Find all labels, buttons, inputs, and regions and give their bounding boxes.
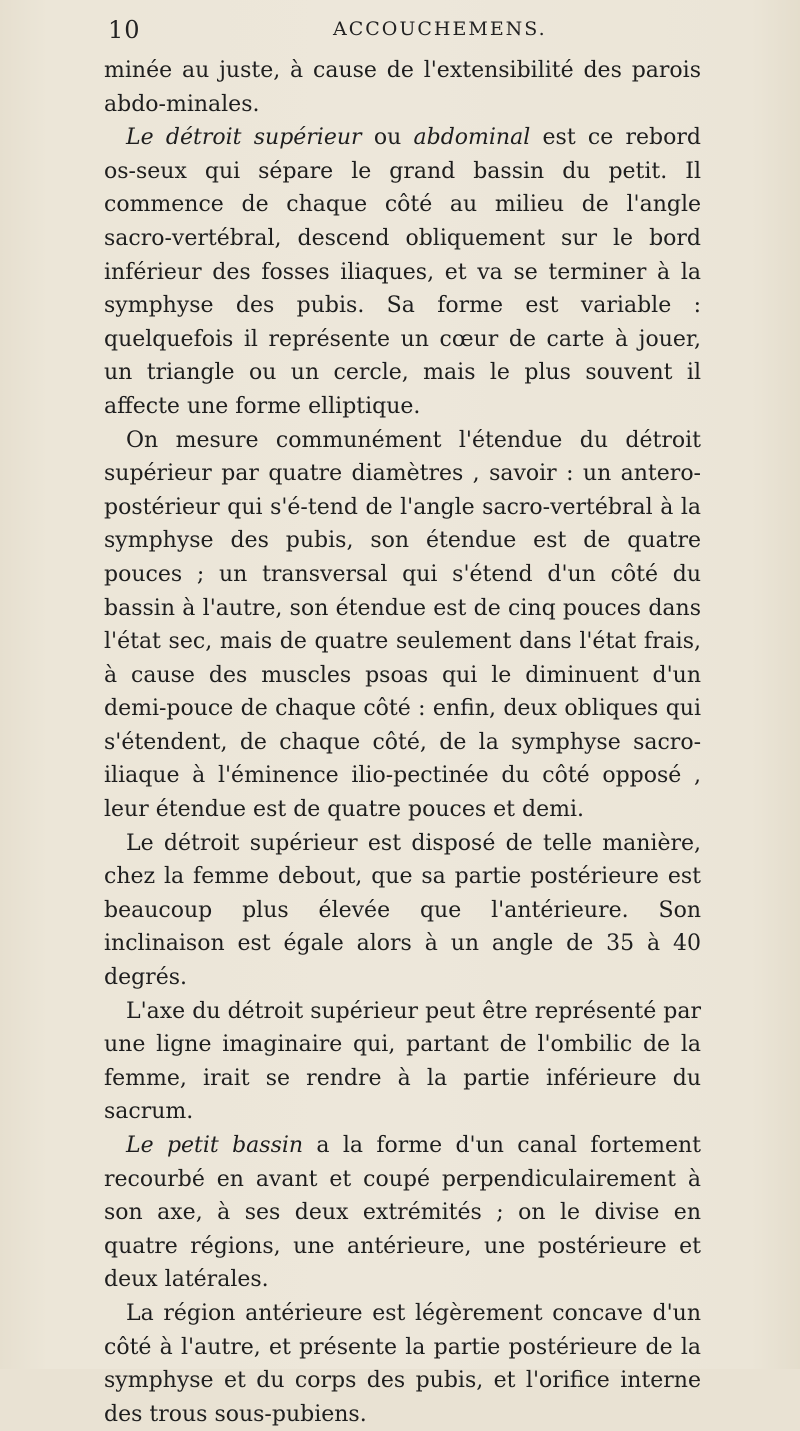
text-segment: Le détroit supérieur est disposé de telle manière, chez la femme debout, que sa partie postérieure est beaucoup plus élevée que l'antérieure. Son inclinaison est égale alors à un angle de 35 à 40 degrés. [104,830,701,991]
paragraph [104,827,701,995]
page-number: 10 [108,16,141,44]
text-segment: a la forme d'un canal fortement recourbé en avant et coupé perpendiculairement à son axe, à ses deux extrémités ; on le divise en quatre régions, une antérieure, une postérieure et deux latérales. [104,1133,701,1293]
text-segment: L'axe du détroit supérieur peut être représenté par une ligne imaginaire qui, partant de l'ombilic de la femme, irait se rendre à la partie inférieure du sacrum. [104,998,701,1125]
text-segment: est ce rebord os-seux qui sépare le grand bassin du petit. Il commence de chaque côté au milieu de l'angle sacro-vertébral, descend obliquement sur le bord inférieur des fosses iliaques, et va se terminer à la symphyse des pubis. Sa forme est variable : quelquefois il représente un cœur de carte à jouer, un triangle ou un cercle, mais le plus souvent il affecte une forme elliptique. [104,125,701,419]
page-header [0,14,800,46]
italic-term: abdominal [413,125,531,151]
body-text [104,54,701,1431]
running-title: ACCOUCHEMENS. [333,18,547,40]
paragraph [104,995,701,1129]
paragraph [104,424,701,827]
text-segment: minée au juste, à cause de l'extensibilité des parois abdo-minales. [104,58,701,117]
text-segment: ou [361,125,414,151]
italic-term: Le petit bassin [126,1133,304,1158]
paragraph [104,1297,701,1431]
text-segment: On mesure communément l'étendue du détroit supérieur par quatre diamètres , savoir : un antero-postérieur qui s'é-tend de l'angle sacro-vertébral à la symphyse des pubis, son étendue est de quatre pouces ; un transversal qui s'étend d'un côté du bassin à l'autre, son étendue est de cinq pouces dans l'état sec, mais de quatre seulement dans l'état frais, à cause des muscles psoas qui le diminuent d'un demi-pouce de chaque côté : enfin, deux obliques qui s'étendent, de chaque côté, de la symphyse sacro-iliaque à l'éminence ilio-pectinée du côté opposé , leur étendue est de quatre pouces et demi. [104,427,701,823]
paragraph [104,1129,701,1297]
italic-term: Le détroit supérieur [126,125,362,151]
text-segment: La région antérieure est légèrement concave d'un côté à l'autre, et présente la partie postérieure de la symphyse et du corps des pubis, et l'orifice interne des trous sous-pubiens. [104,1300,701,1427]
paragraph [104,54,701,121]
paragraph [104,121,701,423]
